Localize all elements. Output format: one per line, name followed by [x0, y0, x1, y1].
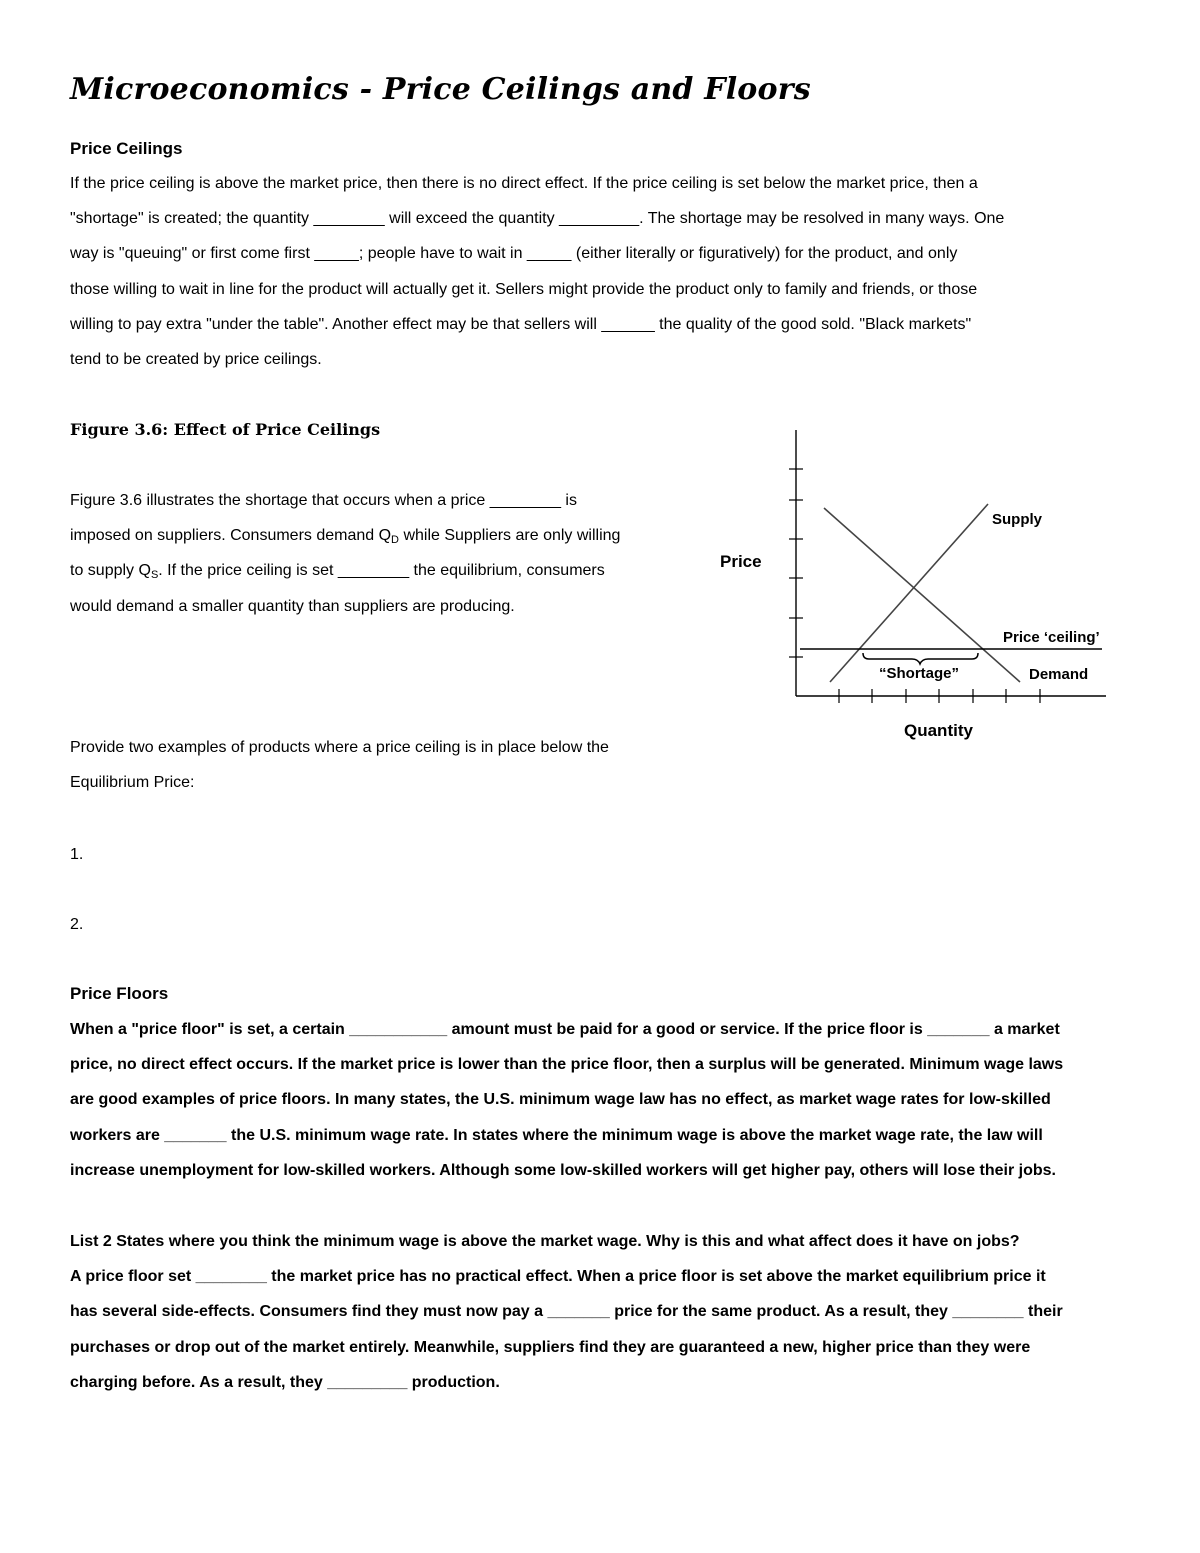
- paragraph-line: "shortage" is created; the quantity ________ will exceed the quantity _________. The shortage may be resolved in many ways. One: [70, 210, 1005, 228]
- supply-label: Supply: [992, 511, 1043, 528]
- examples-prompt: [70, 730, 609, 800]
- demand-label: Demand: [1029, 666, 1089, 683]
- paragraph-line: purchases or drop out of the market entirely. Meanwhile, suppliers find they are guaranteed a new, higher price than they were: [70, 1338, 1031, 1356]
- shortage-label: “Shortage”: [879, 665, 960, 682]
- list-item-number: 1.: [70, 846, 84, 863]
- price-floors-heading: Price Floors: [70, 984, 169, 1003]
- supply-curve: [830, 504, 988, 682]
- paragraph-line: those willing to wait in line for the product will actually get it. Sellers might provide the product only to family and friends, or those: [70, 280, 978, 298]
- list-item-number: 2.: [70, 916, 84, 933]
- text-run: . If the price ceiling is set ________ the equilibrium, consumers: [158, 562, 605, 580]
- subscript-d: D: [391, 534, 399, 547]
- text-run: while Suppliers are only willing: [399, 527, 621, 545]
- paragraph-line: price, no direct effect occurs. If the market price is lower than the price floor, then a surplus will be generated. Minimum wage laws: [70, 1056, 1064, 1074]
- figure-description: [70, 483, 620, 624]
- text-run: imposed on suppliers. Consumers demand Q: [70, 527, 392, 545]
- paragraph-line: increase unemployment for low-skilled workers. Although some low-skilled workers will get higher pay, others will lose their jobs.: [70, 1161, 1056, 1179]
- shortage-brace: [863, 653, 978, 664]
- figure-caption: Figure 3.6: Effect of Price Ceilings: [70, 420, 381, 439]
- y-axis-label: Price: [720, 552, 762, 571]
- paragraph-line: If the price ceiling is above the market price, then there is no direct effect. If the price ceiling is set below the market price, then a: [70, 175, 978, 192]
- paragraph-line: are good examples of price floors. In many states, the U.S. minimum wage law has no effect, as market wage rates for low-skilled: [70, 1091, 1051, 1109]
- paragraph-line: has several side-effects. Consumers find they must now pay a _______ price for the same product. As a result, they ________ their: [70, 1303, 1063, 1321]
- page-title: Microeconomics - Price Ceilings and Floors: [70, 72, 811, 107]
- paragraph-line: workers are _______ the U.S. minimum wage rate. In states where the minimum wage is above the market wage rate, the law will: [70, 1126, 1043, 1144]
- x-axis-label: Quantity: [904, 721, 973, 740]
- example-item-1: [70, 837, 83, 872]
- price-ceiling-diagram: [700, 420, 1120, 750]
- paragraph-line: When a "price floor" is set, a certain ___________ amount must be paid for a good or service. If the price floor is _______ a market: [70, 1021, 1060, 1038]
- paragraph-line: List 2 States where you think the minimum wage is above the market wage. Why is this and what affect does it have on jobs?: [70, 1233, 1020, 1250]
- paragraph-line: A price floor set ________ the market price has no practical effect. When a price floor is set above the market equilibrium price it: [70, 1268, 1046, 1286]
- price-ceilings-heading: Price Ceilings: [70, 139, 183, 158]
- paragraph-line: [70, 553, 620, 588]
- example-item-2: [70, 907, 83, 942]
- paragraph-line: Equilibrium Price:: [70, 774, 195, 792]
- price-ceilings-paragraph: [70, 166, 1004, 377]
- paragraph-line: would demand a smaller quantity than suppliers are producing.: [70, 597, 515, 615]
- paragraph-line: way is "queuing" or first come first _____; people have to wait in _____ (either literally or figuratively) for the product, and only: [70, 245, 958, 263]
- paragraph-line: Figure 3.6 illustrates the shortage that occurs when a price ________ is: [70, 492, 577, 509]
- price-ceiling-label: Price ‘ceiling’: [1003, 629, 1100, 646]
- text-run: to supply Q: [70, 562, 151, 580]
- minimum-wage-paragraph: [70, 1224, 1063, 1400]
- paragraph-line: charging before. As a result, they _________ production.: [70, 1373, 500, 1391]
- price-floors-paragraph: [70, 1012, 1063, 1188]
- paragraph-line: willing to pay extra "under the table". Another effect may be that sellers will ______ the quality of the good sold. "Black markets": [70, 315, 972, 333]
- paragraph-line: [70, 518, 620, 553]
- paragraph-line: Provide two examples of products where a price ceiling is in place below the: [70, 739, 609, 756]
- paragraph-line: tend to be created by price ceilings.: [70, 350, 322, 368]
- subscript-s: S: [150, 569, 159, 582]
